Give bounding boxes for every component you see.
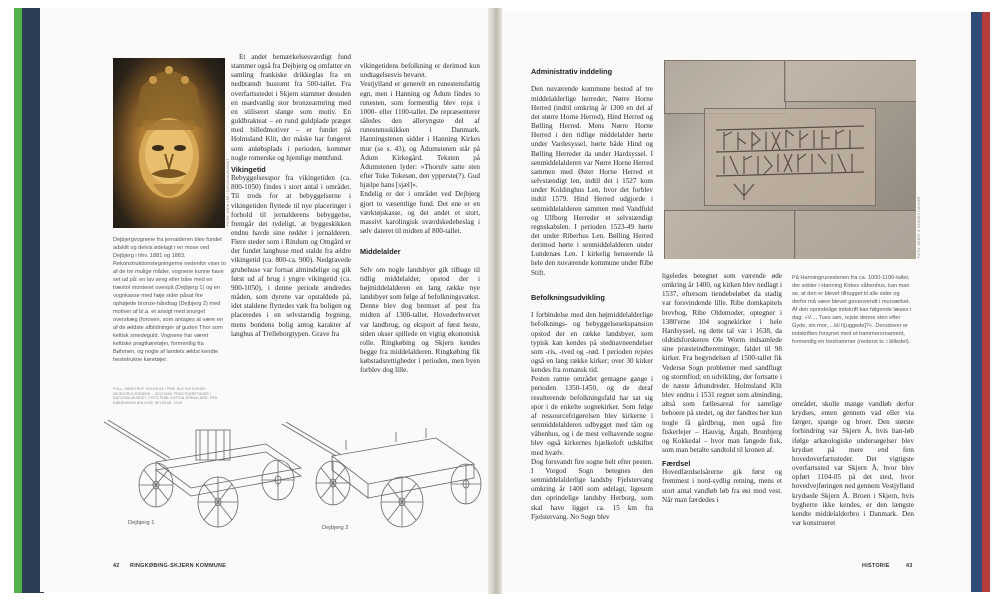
paragraph: ligeledes betegnet som værende øde omkring år 1400, og kirken blev nedlagt i 1537, eftersom tiendebeløbet da stadig var forsvindende lille. Ribe domkapitels brevbog, Ribe Oldemoder, optegner i 1380'erne 104 sognekirker i hele Hardsyssel, og dette tal var i 1638, da oldtidsforskeren Ole Worm indsamlede sine præsteindberetninger, faldet til 98 kirker. Fra begyndelsen af 1500-tallet fik Vedersø Sogn problemer med sandflugt og stormflod; en udvikling, der fortsatte i de næste århundreder. Holmsland Klit blev endnu i 1531 regnet som alminding, altså som fællesareal for samtlige beboere på stedet, og der fandtes her kun nogle få gårdbrug, men også fire fiskerlejer – Hauvig, Årgab, Brunbjerg og Kokkedal – hvor man fangede fisk, som man betalte sandtold til kronen af. [662, 272, 782, 454]
section-heading-administrativ-inddeling: Administrativ inddeling [531, 67, 613, 77]
paragraph: vikingetidens befolkning er derimod kun undtagelsesvis bevaret. Vestjylland er generelt en runestensfattig egn, men i Hanning og Ådum findes to runesten, som formentlig blev rejst i 1000- eller 1100-tallet. De repræsenterer således den alleryngste del af runestensskikken i Danmark. Hanningstenen sidder i Hanning Kirkes mur (se s. 43), og Ådumstenen står på Ådum Kirkegård. Teksten på Ådumstenen lyder: »Thorulv satte sten efter Toke Tokesøn, den ypperste(?). Gud hjælpe hans [sjæl]«. Endelig er der i området ved Dejbjerg gjort to væsentlige fund. Det ene er en værktøjskasse, og det andet et stort, massivt karolingisk sværdskedebeslag i sølv dateret til midten af 800-tallet. [360, 62, 480, 235]
dejbjerg-1-wagon-drawing [104, 420, 301, 527]
photo-credit-right: FOTO: GEERT & HANNES HANNER [917, 196, 921, 258]
dejbjerg-2-wagon-drawing [282, 422, 481, 527]
paragraph: Bebyggelsesspor fra vikingetiden (ca. 800-1050) findes i stort antal i området. Til trods for at bebyggelserne i vikingetiden flyttede til nye placeringer i forhold til jernalderens bebyggelse, fremgår det tydeligt, at byggeskikken endnu havde sine rødder i jernalderen. Flere steder som i Rindum og Omgård er der fundet langhuse med stalde fra ældre vikingetid (ca. 800-ca. 900). Nedgravede grubehuse var fortsat almindelige og gik først ud af brug i yngre vikingetid (ca. 900-1050), i denne periode ændredes måden, som dyrene var opstaldede på, idet staldene flyttedes væk fra boligen og placeredes i en selvstændig bygning, mens bondens bolig antog karakter af langhus af Trelleborgtypen. Grave fra [231, 174, 351, 338]
hanning-runestone-photo [664, 60, 916, 259]
figure-caption-credit: FOLL: ARNSTRUP HOHLEGA / FREI OLE SCHOVHED DEJBJERGVOGNENE – KELTISKE PRAGTKØRETØJER / NATIONALMUSEET, FOTO PUBLICATION JERNALDER, FRA KØBENHAVN BOLIGGE SELSKAB, 2010 [113, 387, 217, 405]
paragraph: Den nuværende kommune bestod af tre middelalderlige herreder, Nørre Horne Herred (indtil omkring år 1300 en del af det større Horne Herred), Hind Herred og Bølling Herred. Mens Nørre Horne Herred i den tidlige middelalder hørte under Vardesyssel, hørte både Hind og Bølling Herreder da under Hardsyssel. I senmiddelalderen var Nørre Horne Herred sammen med Øster Horne Herred et selvstændigt len, indtil det i 1527 kom under Koldinghus Len, hvor det forblev indtil 1579. Hind Herred udgjorde i senmiddelalderen sammen med Vandfuld og Ulfborg Herreder et selvstændigt regnskabslen. I perioden 1523-49 hørte det under Riberhus Len. Bølling Herred derimod hørte i senmiddelalderen under Lundenæs Len. I kirkelig henseende lå hele den nuværende kommune under Ribe Stift. [531, 85, 653, 277]
right-column-3 [792, 400, 914, 528]
bronze-face-image [113, 58, 225, 228]
paragraph: Hovedfærdselsårerne gik først og fremmest i nord-sydlig retning, mens et stort antal vandløb løb fra øst mod vest. Når man færdedes i [662, 468, 782, 504]
section-heading-befolkningsudvikling: Befolkningsudvikling [531, 292, 605, 302]
drawing-label-dejbjerg-1: Dejbjerg 1 [128, 520, 155, 526]
figure-caption-dejbjerg: Dejbjergvognene fra jernalderen blev fundet adskilt og delvis ødelagt i en mose ved Dejbjerg i hhv. 1881 og 1883. Rekonstruktionstegningerne nedenfor viser to af de tre mulige måder, vognene kunne have set ud på: en lav sevg eller båre med en træstol monteret ovenpå (Dejbjerg 1) og en vognkasse med høje sider påsat fire ophøjede bronze-håndtag (Dejbjerg 2) med motiver af bl.a. et ansigt med snurget overskæg (foroven, som antages at være en af de ældste afbildninger af guden Thor som keltisk smedeguld. Vognene har været keltiske pragtkøretøjer, formentlig fra Bøhmen, og nogle af landets ældst kendte hestetrukne køretøjer. [113, 237, 226, 363]
photo-credit-left: FOTO: JOHN LEE / NATIONALMUSEET [226, 158, 230, 226]
left-column-1 [231, 53, 351, 339]
right-column-1 [531, 58, 653, 531]
right-column-2 [662, 272, 782, 505]
paragraph: området, skulle mange vandløb derfor krydses, enten gennem vad eller via færger, spange og broer. Den største forhindring var Skjern Å, hvis han-løb ifølge arkæologiske undersøgelser blev krydset på mere end fem hovedoverfartssteder. Det vigtigste overfartssted var Skjern Å, hvor blev opført 1104-05 på det sted, hvor hovedvejføringen ned gennem Vestjylland krydsede Skjern Å. Broen i Skjern, hvis bygherre ikke kendes, er den længste kendte middelalderbro i Danmark. Den var konstrueret [792, 400, 914, 528]
section-heading-vikingetid: Vikingetid [231, 164, 266, 174]
page-number-left: 42 [113, 563, 120, 569]
wagon-drawings [96, 410, 491, 535]
running-footer-left: RINGKØBING-SKJERN KOMMUNE [130, 563, 227, 569]
section-heading-faerdsel: Færdsel [662, 459, 691, 469]
paragraph: Et andet bemærkelsesværdigt fund stammer også fra Dejbjerg og omfatter en samling frankiske drikkeglas fra en nedbrændt hustomt fra 500-tallet. Fra overfartsstedet i Skjern stammer desuden en usædvanlig stor bronzearmring med en stiliseret slange som motiv. En guldbrakteat – en rund guldplade præget med billedmotiver – er fundet på Holmsland Klit, der måske har fungeret som anløbsplads i perioden, kommer nogle romerske og hjemlige møntfund. [231, 53, 352, 162]
paragraph: Selv om nogle landsbyer gik tilbage til tidlig middelalder, opstod der i højmiddelalderen en lang række nye landsbyer som følge af befolkningsvækst. Denne blev dog bremset af pest fra midten af 1300-tallet. Hovederhvervet var landbrug, og eksport af først heste, siden okser spillede en vigtig økonomisk rolle. Ringkøbing og Skjern kendes begge fra middelalderen. Ringkøbing fik købstadsrettigheder i perioden, men byen forblev dog lille. [360, 265, 480, 375]
left-column-2 [360, 53, 480, 385]
dejbjerg-face-photo [113, 58, 225, 228]
right-cover-red-edge [982, 12, 990, 592]
section-heading-middelalder: Middelalder [360, 247, 401, 257]
paragraph: I forbindelse med den højmiddelalderlige befolknings- og bebyggelsesekspansion opstod der en række landsbyer, som typisk kan kendes på stednavneendelser som -ris, -tved og -rød. I perioden rejstes også en lang række kirker; over 30 kirker kendes fra romansk tid. Pesten ramte området gentagne gange i perioden 1350-1450, og de deraf resulterende befolkningsfald har sat sig spor i de enkelte sognekirker. Som følge af ressourcefrigørelsen blev kirkerne i senmiddelalderen udbygget med tårn og våbenhus, og i de mest velhavende sogne blev også kirkernes bjælkeloft udskiftet med hvælv. Dog forsvandt fire sogne helt efter pesten. I Vorgod Sogn betegnes den senmiddelalderlige landsby Fjelstervang omkring år 1400 som ødelagt, ligesom den oprindelige landsby Herborg, som skal have ligget ca. 15 km fra Fjelstervang. No Sogn blev [531, 311, 653, 521]
page-number-right: 43 [906, 563, 913, 569]
rune-carving-image [664, 60, 916, 259]
figure-caption-runestone: På Hanningrunestenen fra ca. 1000-1100-tallet, der sidder i Hanning Kirkes våbenhus, kan man se, at den er blevet tilhugget til alle sider og derfor må være blevet genanvendt i murværket. Af den oprindelige indskrift kan følgende læses i dag: »V..., Tues søn, rejste denne sten efter Gyde, sin mor, ...kil h[uggede]?«. Derudover er indskriften forsynet med et hammerornament, formentlig en torshammer (nederst tv. i billedet). [792, 275, 912, 345]
left-cover-green-edge [14, 8, 22, 593]
running-footer-right: HISTORIE [862, 563, 890, 569]
drawing-label-dejbjerg-2: Dejbjerg 2 [322, 525, 349, 531]
